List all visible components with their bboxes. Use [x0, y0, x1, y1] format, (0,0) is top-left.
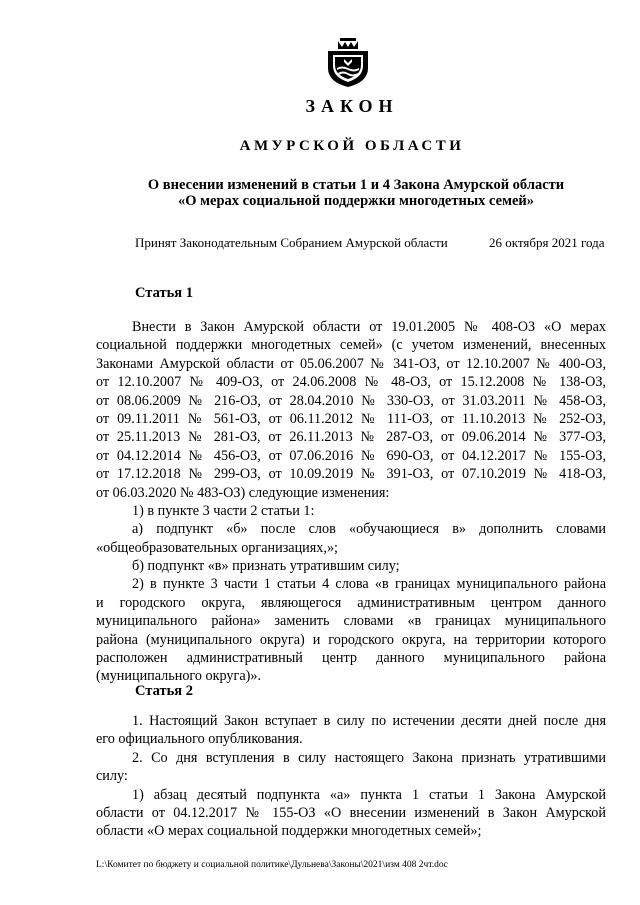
- article-2-heading: Статья 2: [135, 683, 193, 699]
- text-line: Законами Амурской области от 05.06.2007 № 341-ОЗ, от 12.10.2007 № 400-ОЗ,: [96, 355, 606, 372]
- text-line: от 17.12.2018 № 299-ОЗ, от 10.09.2019 № 391-ОЗ, от 07.10.2019 № 418-ОЗ,: [96, 466, 606, 483]
- article-2-body: [96, 712, 606, 841]
- text-line: 1) в пункте 3 части 2 статьи 1:: [132, 502, 315, 519]
- text-line: 2. Со дня вступления в силу настоящего Закона признать утратившими: [132, 749, 606, 766]
- text-line: района (муниципального округа) и городского округа, на территории которого: [96, 631, 606, 648]
- text-line: и городского округа, являющегося административным центром данного: [96, 594, 606, 611]
- text-line: Внести в Закон Амурской области от 19.01.2005 № 408-ОЗ «О мерах: [132, 319, 606, 335]
- text-line: от 08.06.2009 № 216-ОЗ, от 28.04.2010 № 330-ОЗ, от 31.03.2011 № 458-ОЗ,: [96, 392, 606, 409]
- text-line: 1. Настоящий Закон вступает в силу по истечении десяти дней после дня: [132, 713, 606, 729]
- document-title-line: «О мерах социальной поддержки многодетных семей»: [178, 193, 534, 209]
- adopted-by: Принят Законодательным Собранием Амурской области: [135, 235, 448, 250]
- text-line: «общеобразовательных организациях,»;: [96, 539, 338, 556]
- text-line: (муниципального округа)».: [96, 668, 261, 685]
- adoption-date: 26 октября 2021 года: [489, 235, 605, 250]
- text-line: муниципального района» заменить словами «в границах муниципального: [96, 613, 606, 630]
- text-line: а) подпункт «б» после слов «обучающиеся в» дополнить словами: [132, 521, 606, 538]
- text-line: его официального опубликования.: [96, 731, 303, 748]
- text-line: силу:: [96, 768, 128, 785]
- text-line: 1) абзац десятый подпункта «а» пункта 1 статьи 1 Закона Амурской: [132, 786, 606, 803]
- amur-region-coat-of-arms-icon: [325, 38, 371, 88]
- document-title-line: О внесении изменений в статьи 1 и 4 Закона Амурской области: [147, 177, 565, 193]
- region-title: АМУРСКОЙ ОБЛАСТИ: [239, 138, 465, 154]
- text-line: от 06.03.2020 № 483-ОЗ) следующие изменения:: [96, 484, 390, 501]
- article-1-heading: Статья 1: [135, 285, 193, 301]
- text-line: от 12.10.2007 № 409-ОЗ, от 24.06.2008 № 48-ОЗ, от 15.12.2008 № 138-ОЗ,: [96, 374, 606, 391]
- text-line: от 09.11.2011 № 561-ОЗ, от 06.11.2012 № 111-ОЗ, от 11.10.2013 № 252-ОЗ,: [96, 410, 606, 427]
- footer-file-path: L:\Комитет по бюджету и социальной политике\Дульнева\Законы\2021\изм 408 2чт.doc: [96, 860, 448, 870]
- text-line: социальной поддержки многодетных семей» (с учетом изменений, внесенных: [96, 337, 606, 354]
- text-line: б) подпункт «в» признать утратившим силу;: [132, 558, 400, 575]
- text-line: от 25.11.2013 № 281-ОЗ, от 26.11.2013 № 287-ОЗ, от 09.06.2014 № 377-ОЗ,: [96, 429, 606, 446]
- text-line: от 04.12.2014 № 456-ОЗ, от 07.06.2016 № 690-ОЗ, от 04.12.2017 № 155-ОЗ,: [96, 447, 606, 464]
- text-line: области от 04.12.2017 № 155-ОЗ «О внесении изменений в Закон Амурской: [96, 804, 606, 821]
- text-line: 2) в пункте 3 части 1 статьи 4 слова «в границах муниципального района: [132, 576, 606, 593]
- law-title: ЗАКОН: [305, 96, 399, 116]
- text-line: области «О мерах социальной поддержки многодетных семей»;: [96, 823, 482, 840]
- article-1-body: [96, 318, 606, 686]
- text-line: расположен административный центр данного муниципального района: [96, 650, 606, 667]
